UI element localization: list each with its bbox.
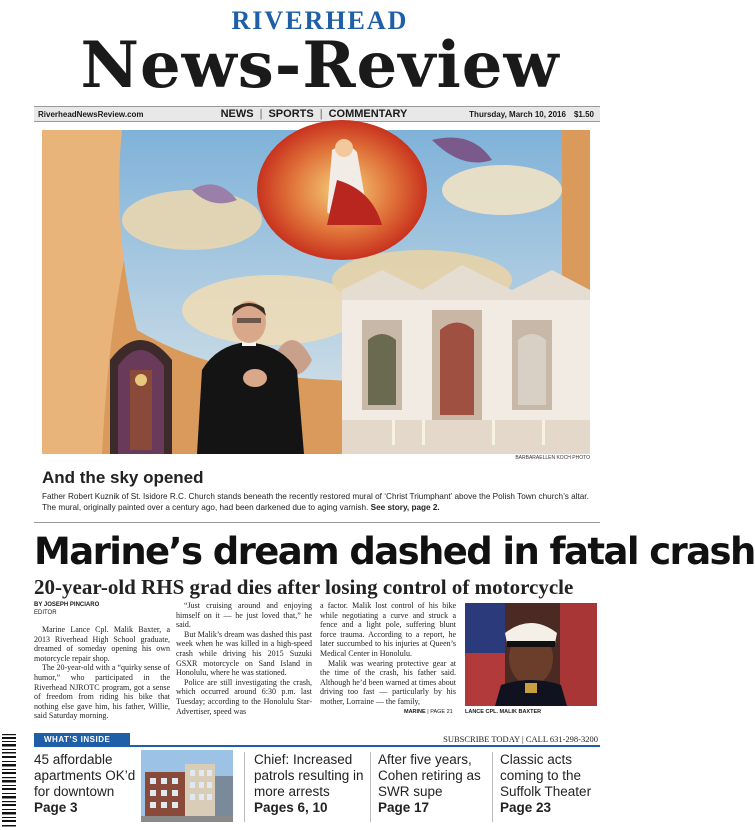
jump-page: PAGE 21 — [430, 709, 453, 715]
story-paragraph: Marine Lance Cpl. Malik Baxter, a 2013 Riverhead High School graduate, dreamed of someday opening his own motorcycle repair shop. — [34, 625, 170, 663]
section-divider — [34, 522, 600, 523]
teaser-page: Page 3 — [34, 800, 78, 815]
photo-credit: BARBARAELLEN KOCH PHOTO — [515, 455, 590, 461]
feature-photo — [42, 130, 590, 454]
teaser-apartments[interactable] — [34, 752, 142, 816]
story-paragraph: The 20-year-old with a “quirky sense of humor,” who participated in the Riverhead NJROTC program, got a sense of freedom from riding his bike that nothing else gave him, his father, Willie, said Saturday morning. — [34, 663, 170, 721]
feature-caption — [42, 491, 597, 513]
teaser-page: Page 23 — [500, 800, 552, 815]
story-paragraph: a factor. Malik lost control of his bike while negotiating a curve and struck a fence and a light pole, suffering blunt force trauma. According to a report, he later succumbed to his injuries at Queen’s Medical Center in Honolulu. — [320, 601, 456, 658]
website-link[interactable]: RiverheadNewsReview.com — [38, 110, 144, 119]
byline-author: BY JOSEPH PINCIARO — [34, 602, 100, 608]
teaser-cohen[interactable] — [378, 752, 490, 816]
jump-word: MARINE — [404, 709, 426, 715]
teaser-text: 45 affordable apartments OK’d for downtown — [34, 752, 136, 799]
story-column-2 — [176, 601, 312, 716]
feature-headline[interactable]: And the sky opened — [42, 468, 204, 487]
byline — [34, 601, 99, 617]
story-jump[interactable]: MARINE | PAGE 21 — [404, 709, 453, 715]
teaser-divider — [492, 752, 493, 822]
portrait-caption: LANCE CPL. MALIK BAXTER — [465, 709, 542, 715]
masthead-title: News-Review — [80, 28, 560, 103]
whats-inside-rule — [34, 745, 600, 747]
story-paragraph: “Just cruising around and enjoying himself on it — he just loved that,” he said. — [176, 601, 312, 630]
feature-caption-link[interactable]: See story, page 2. — [370, 503, 440, 512]
issue-date: Thursday, March 10, 2016 — [469, 110, 566, 119]
teaser-page: Pages 6, 10 — [254, 800, 328, 815]
section-nav: NEWS | SPORTS | COMMENTARY — [220, 108, 408, 120]
masthead-city: RIVERHEAD — [231, 6, 409, 35]
issue-date-price — [469, 110, 594, 119]
building-illustration — [141, 750, 233, 822]
teaser-page: Page 17 — [378, 800, 430, 815]
teaser-divider — [244, 752, 245, 822]
portrait-illustration — [465, 603, 597, 706]
story-paragraph: Malik was wearing protective gear at the time of the crash, his father said. Although he’d been warned at times about driving too fast — particularly by his mother, Lorraine — the family, — [320, 658, 456, 706]
story-column-1 — [34, 625, 170, 721]
section-sports[interactable]: SPORTS — [268, 108, 314, 120]
teaser-divider — [370, 752, 371, 822]
teaser-patrols[interactable] — [254, 752, 366, 816]
barcode-icon — [0, 730, 24, 830]
byline-role: EDITOR — [34, 610, 57, 616]
teaser-text: Classic acts coming to the Suffolk Theater — [500, 752, 592, 799]
apartments-thumbnail — [141, 750, 233, 822]
info-bar — [34, 106, 600, 122]
church-mural-illustration — [42, 130, 590, 454]
lead-subhead: 20-year-old RHS grad dies after losing control of motorcycle — [34, 575, 574, 599]
section-news[interactable]: NEWS — [220, 108, 254, 120]
story-column-3 — [320, 601, 456, 707]
teaser-theater[interactable] — [500, 752, 610, 816]
whats-inside-tab: WHAT’S INSIDE — [34, 733, 130, 746]
story-paragraph: Police are still investigating the crash, which occurred around 6:30 p.m. last Tuesday; according to the Honolulu Star-Advertiser, speed was — [176, 677, 312, 716]
section-commentary[interactable]: COMMENTARY — [328, 108, 408, 120]
feature-caption-text: Father Robert Kuznik of St. Isidore R.C. Church stands beneath the recently restored mural of ‘Christ Triumphant’ above the Polish Town church’s altar. The mural, originally painted over a century ago, had been darkened due to aging varnish. — [42, 492, 589, 512]
teaser-text: Chief: Increased patrols resulting in more arrests — [254, 752, 364, 799]
story-paragraph: But Malik’s dream was dashed this past week when he was killed in a high-speed crash while driving his 2015 Suzuki GSXR motorcycle on Sand Island in Honolulu, where he was stationed. — [176, 629, 312, 678]
marine-portrait — [465, 603, 597, 706]
subscribe-line[interactable]: SUBSCRIBE TODAY | CALL 631-298-3200 — [443, 734, 598, 744]
issue-price: $1.50 — [573, 110, 594, 119]
teaser-text: After five years, Cohen retiring as SWR supe — [378, 752, 481, 799]
masthead — [0, 0, 640, 108]
lead-headline[interactable]: Marine’s dream dashed in fatal crash — [34, 530, 755, 573]
